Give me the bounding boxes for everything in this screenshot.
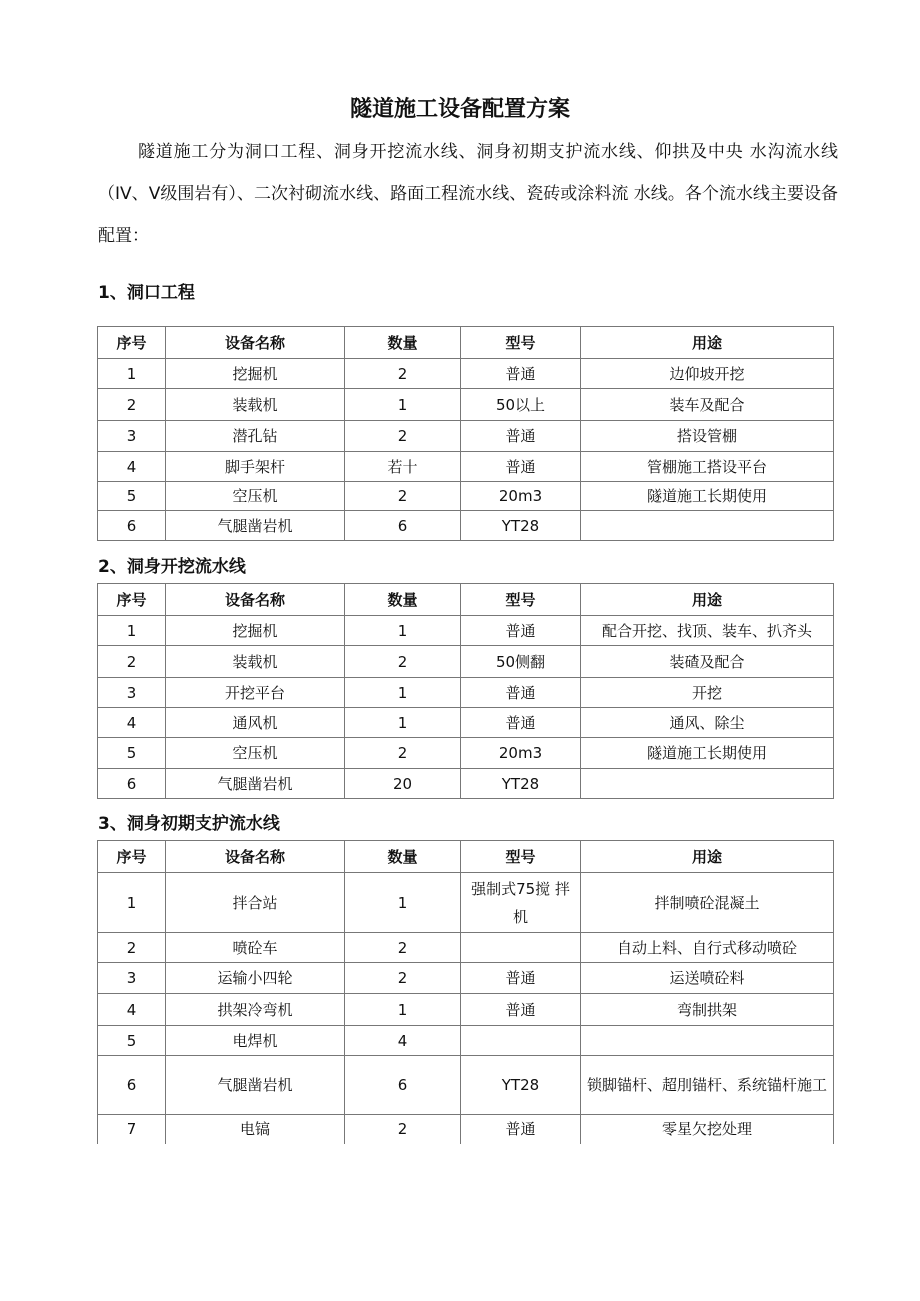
table-cell: [461, 933, 581, 963]
table-cell: 2: [98, 646, 166, 678]
table-cell: 普通: [461, 616, 581, 646]
table-cell: 装载机: [166, 389, 345, 421]
column-header: 数量: [345, 584, 461, 616]
table-row: [98, 1056, 834, 1115]
column-header: 序号: [98, 841, 166, 873]
table-cell: YT28: [461, 1056, 581, 1115]
equipment-table-3: [97, 840, 834, 1144]
table-cell: 空压机: [166, 482, 345, 511]
column-header: 型号: [461, 584, 581, 616]
table-row: [98, 421, 834, 452]
table-cell: 强制式75搅 拌机: [461, 873, 581, 933]
column-header: 设备名称: [166, 327, 345, 359]
table-cell: [581, 769, 834, 799]
table-cell: 管棚施工搭设平台: [581, 452, 834, 482]
table-cell: 气腿凿岩机: [166, 769, 345, 799]
column-header: 序号: [98, 327, 166, 359]
table-cell: 开挖平台: [166, 678, 345, 708]
table-cell: 边仰坡开挖: [581, 359, 834, 389]
table-cell: 3: [98, 421, 166, 452]
table-cell: 普通: [461, 1115, 581, 1144]
document-title: 隧道施工设备配置方案: [349, 97, 570, 122]
table-header-row: [98, 327, 834, 359]
table-cell: 6: [98, 769, 166, 799]
table-cell: 1: [345, 678, 461, 708]
table-cell: 开挖: [581, 678, 834, 708]
table-cell: 1: [98, 873, 166, 933]
column-header: 型号: [461, 327, 581, 359]
column-header: 数量: [345, 841, 461, 873]
table-cell: YT28: [461, 511, 581, 541]
table-cell: 普通: [461, 359, 581, 389]
table-cell: 2: [345, 482, 461, 511]
table-cell: 2: [345, 963, 461, 994]
table-cell: 运输小四轮: [166, 963, 345, 994]
table-cell: 4: [98, 994, 166, 1026]
table-cell: 50以上: [461, 389, 581, 421]
table-cell: 2: [98, 933, 166, 963]
section-heading-1: 1、洞口工程: [98, 283, 195, 303]
table-cell: 拱架冷弯机: [166, 994, 345, 1026]
table-cell: 电镐: [166, 1115, 345, 1144]
table-cell: 挖掘机: [166, 359, 345, 389]
table-cell: 1: [98, 616, 166, 646]
table-cell: 1: [345, 389, 461, 421]
column-header: 数量: [345, 327, 461, 359]
table-cell: 普通: [461, 678, 581, 708]
table-row: [98, 1026, 834, 1056]
table-cell: 挖掘机: [166, 616, 345, 646]
table-cell: 脚手架杆: [166, 452, 345, 482]
table-cell: 6: [345, 511, 461, 541]
column-header: 型号: [461, 841, 581, 873]
table-cell: 空压机: [166, 738, 345, 769]
table-cell: 3: [98, 678, 166, 708]
table-cell: 6: [98, 1056, 166, 1115]
table-cell: [581, 1026, 834, 1056]
table-cell: 普通: [461, 963, 581, 994]
table-cell: 配合开挖、找顶、装车、扒齐头: [581, 616, 834, 646]
table-cell: [461, 1026, 581, 1056]
column-header: 用途: [581, 327, 834, 359]
table-cell: 7: [98, 1115, 166, 1144]
table-cell: 运送喷砼料: [581, 963, 834, 994]
table-cell: 隧道施工长期使用: [581, 738, 834, 769]
equipment-table-2: [97, 583, 834, 799]
column-header: 设备名称: [166, 584, 345, 616]
table-row: [98, 678, 834, 708]
column-header: 设备名称: [166, 841, 345, 873]
table-cell: 装车及配合: [581, 389, 834, 421]
table-cell: 5: [98, 1026, 166, 1056]
table-row: [98, 646, 834, 678]
table-row: [98, 963, 834, 994]
table-cell: 1: [345, 994, 461, 1026]
table-cell: 普通: [461, 452, 581, 482]
table-cell: 普通: [461, 708, 581, 738]
table-cell: 气腿凿岩机: [166, 1056, 345, 1115]
table-row: [98, 389, 834, 421]
table-cell: 4: [98, 452, 166, 482]
column-header: 用途: [581, 584, 834, 616]
table-cell: 装碴及配合: [581, 646, 834, 678]
table-cell: 拌制喷砼混凝土: [581, 873, 834, 933]
table-row: [98, 994, 834, 1026]
table-cell: 潜孔钻: [166, 421, 345, 452]
table-cell: 2: [345, 1115, 461, 1144]
table-cell: 通风机: [166, 708, 345, 738]
table-row: [98, 873, 834, 933]
table-cell: 装载机: [166, 646, 345, 678]
table-cell: 5: [98, 738, 166, 769]
equipment-table-1: [97, 326, 834, 541]
table-cell: 拌合站: [166, 873, 345, 933]
table-row: [98, 452, 834, 482]
table-cell: 喷砼车: [166, 933, 345, 963]
section-heading-3: 3、洞身初期支护流水线: [98, 814, 280, 834]
table-cell: 4: [345, 1026, 461, 1056]
table-row: [98, 769, 834, 799]
table-header-row: [98, 584, 834, 616]
table-row: [98, 511, 834, 541]
table-cell: 3: [98, 963, 166, 994]
table-cell: 普通: [461, 994, 581, 1026]
table-cell: 2: [345, 359, 461, 389]
table-cell: 1: [345, 873, 461, 933]
table-cell: 锁脚锚杆、超刖锚杆、系统锚杆施工: [581, 1056, 834, 1115]
table-cell: 20m3: [461, 482, 581, 511]
table-cell: 1: [345, 616, 461, 646]
table-cell: 6: [98, 511, 166, 541]
table-cell: YT28: [461, 769, 581, 799]
table-row: [98, 359, 834, 389]
table-cell: [581, 511, 834, 541]
table-cell: 6: [345, 1056, 461, 1115]
intro-paragraph: 隧道施工分为洞口工程、洞身开挖流水线、洞身初期支护流水线、仰拱及中央 水沟流水线（IV、V级围岩有）、二次衬砌流水线、路面工程流水线、瓷砖或涂料流 水线。各个流水线主要设备配置：: [98, 142, 838, 246]
table-cell: 2: [345, 646, 461, 678]
table-cell: 2: [345, 421, 461, 452]
table-row: [98, 1115, 834, 1144]
table-cell: 50侧翻: [461, 646, 581, 678]
table-row: [98, 738, 834, 769]
table-cell: 搭设管棚: [581, 421, 834, 452]
table-cell: 自动上料、自行式移动喷砼: [581, 933, 834, 963]
table-cell: 4: [98, 708, 166, 738]
table-row: [98, 616, 834, 646]
table-cell: 隧道施工长期使用: [581, 482, 834, 511]
section-heading-2: 2、洞身开挖流水线: [98, 557, 246, 577]
table-row: [98, 933, 834, 963]
table-cell: 电焊机: [166, 1026, 345, 1056]
table-cell: 2: [345, 933, 461, 963]
table-cell: 普通: [461, 421, 581, 452]
table-cell: 气腿凿岩机: [166, 511, 345, 541]
table-cell: 2: [98, 389, 166, 421]
table-cell: 2: [345, 738, 461, 769]
table-row: [98, 482, 834, 511]
table-cell: 1: [345, 708, 461, 738]
table-cell: 20m3: [461, 738, 581, 769]
table-header-row: [98, 841, 834, 873]
column-header: 用途: [581, 841, 834, 873]
table-cell: 1: [98, 359, 166, 389]
table-cell: 若十: [345, 452, 461, 482]
table-cell: 5: [98, 482, 166, 511]
column-header: 序号: [98, 584, 166, 616]
table-cell: 弯制拱架: [581, 994, 834, 1026]
table-cell: 通风、除尘: [581, 708, 834, 738]
table-cell: 零星欠挖处理: [581, 1115, 834, 1144]
table-cell: 20: [345, 769, 461, 799]
table-row: [98, 708, 834, 738]
